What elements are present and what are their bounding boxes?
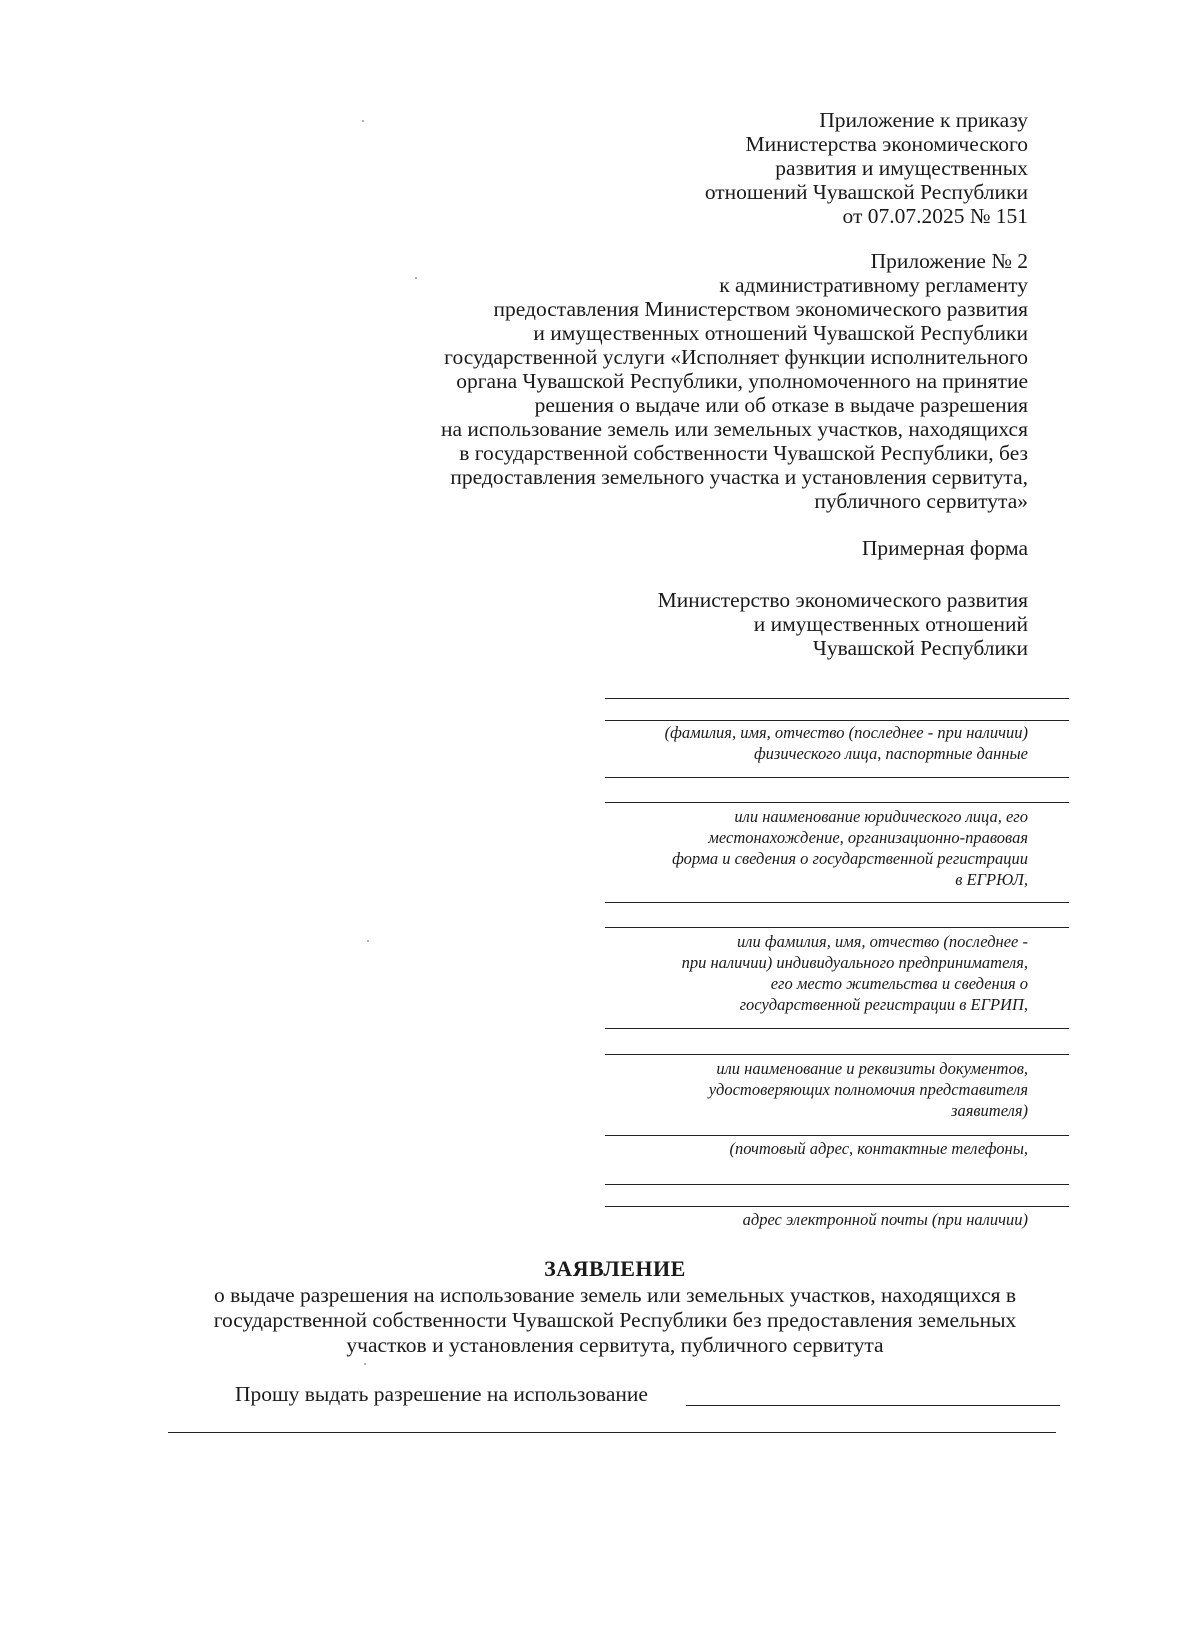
appendix-regulation-line: органа Чувашской Республики, уполномоченного на принятие	[456, 369, 1028, 393]
contact-fill-line[interactable]	[605, 1135, 1069, 1136]
hint-line: заявителя)	[951, 1101, 1028, 1120]
statement-subtitle	[170, 1283, 1060, 1358]
addressee-block	[658, 588, 1028, 660]
applicant-fill-line[interactable]	[605, 902, 1069, 903]
appendix-regulation-line: государственной услуги «Исполняет функции исполнительного	[444, 345, 1028, 369]
subtitle-line: государственной собственности Чувашской Республики без предоставления земельных	[213, 1308, 1017, 1332]
addressee-line: Министерство экономического развития	[657, 588, 1028, 612]
applicant-fill-line[interactable]	[605, 802, 1069, 803]
appendix-regulation-line: в государственной собственности Чувашской Республики, без	[459, 441, 1028, 465]
applicant-fill-line[interactable]	[605, 1028, 1069, 1029]
appendix-regulation-line: на использование земель или земельных участков, находящихся	[440, 417, 1028, 441]
request-fill-line[interactable]	[686, 1405, 1060, 1406]
appendix-order-line: развития и имущественных	[775, 156, 1028, 180]
scan-speck	[362, 120, 364, 122]
hint-line: (фамилия, имя, отчество (последнее - при наличии)	[664, 723, 1028, 742]
appendix-regulation-line: публичного сервитута»	[814, 489, 1028, 513]
appendix-regulation-line: предоставления Министерством экономического развития	[493, 297, 1028, 321]
request-continuation-line[interactable]	[168, 1432, 1056, 1433]
appendix-regulation-line: и имущественных отношений Чувашской Республики	[533, 321, 1028, 345]
hint-line: физического лица, паспортные данные	[753, 744, 1028, 763]
applicant-fill-line[interactable]	[605, 927, 1069, 928]
appendix-regulation-line: к административному регламенту	[719, 273, 1028, 297]
hint-line: в ЕГРЮЛ,	[955, 870, 1028, 889]
applicant-hint-legal-entity	[672, 806, 1028, 890]
hint-line: местонахождение, организационно-правовая	[708, 828, 1028, 847]
scan-speck	[367, 940, 369, 942]
scan-speck	[364, 1363, 366, 1365]
form-label: Примерная форма	[861, 536, 1028, 560]
appendix-order-line: Приложение к приказу	[819, 108, 1028, 132]
hint-line: или наименование и реквизиты документов,	[716, 1059, 1028, 1078]
hint-line: при наличии) индивидуального предпринимателя,	[681, 953, 1028, 972]
hint-line: его место жительства и сведения о	[770, 974, 1028, 993]
applicant-fill-line[interactable]	[605, 1054, 1069, 1055]
subtitle-line: участков и установления сервитута, публичного сервитута	[346, 1333, 884, 1357]
email-hint	[743, 1209, 1028, 1230]
appendix-order-line: Министерства экономического	[745, 132, 1028, 156]
scan-speck	[415, 277, 417, 279]
appendix-order-line: от 07.07.2025 № 151	[842, 204, 1028, 228]
statement-title: ЗАЯВЛЕНИЕ	[544, 1256, 686, 1281]
hint-line: форма и сведения о государственной регистрации	[672, 849, 1028, 868]
applicant-hint-person	[665, 722, 1028, 764]
addressee-line: и имущественных отношений	[753, 612, 1028, 636]
hint-line: адрес электронной почты (при наличии)	[742, 1210, 1028, 1229]
appendix-regulation-header	[441, 249, 1028, 513]
applicant-fill-line[interactable]	[605, 698, 1069, 699]
hint-line: удостоверяющих полномочия представителя	[708, 1080, 1028, 1099]
request-text: Прошу выдать разрешение на использование	[235, 1382, 648, 1406]
appendix-regulation-line: решения о выдаче или об отказе в выдаче разрешения	[534, 393, 1028, 417]
hint-line: государственной регистрации в ЕГРИП,	[739, 995, 1028, 1014]
appendix-order-line: отношений Чувашской Республики	[704, 180, 1028, 204]
contact-fill-line[interactable]	[605, 1184, 1069, 1185]
hint-line: или наименование юридического лица, его	[734, 807, 1028, 826]
applicant-fill-line[interactable]	[605, 720, 1069, 721]
applicant-fill-line[interactable]	[605, 777, 1069, 778]
email-fill-line[interactable]	[605, 1206, 1069, 1207]
appendix-regulation-line: Приложение № 2	[870, 249, 1028, 273]
applicant-hint-representative	[709, 1058, 1028, 1121]
addressee-line: Чувашской Республики	[812, 636, 1028, 660]
hint-line: (почтовый адрес, контактные телефоны,	[729, 1139, 1028, 1158]
applicant-hint-entrepreneur	[682, 931, 1028, 1015]
appendix-order-header	[705, 108, 1028, 228]
subtitle-line: о выдаче разрешения на использование земель или земельных участков, находящихся в	[213, 1283, 1017, 1307]
contact-hint	[729, 1138, 1028, 1159]
hint-line: или фамилия, имя, отчество (последнее -	[737, 932, 1028, 951]
appendix-regulation-line: предоставления земельного участка и установления сервитута,	[450, 465, 1028, 489]
